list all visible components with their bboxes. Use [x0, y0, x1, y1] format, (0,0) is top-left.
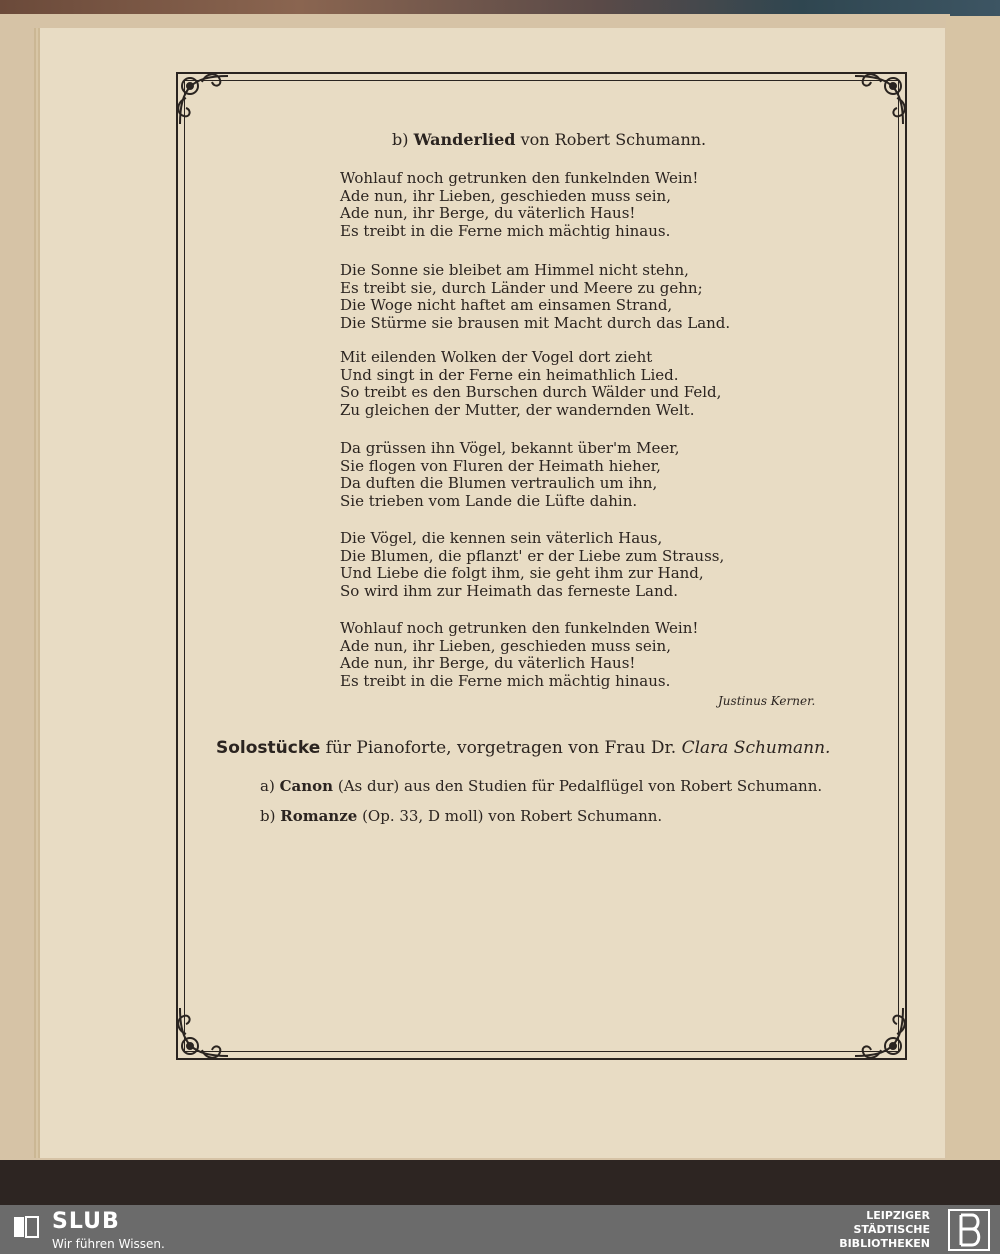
leipzig-library-name	[839, 1209, 930, 1251]
slub-name: SLUB	[52, 1209, 120, 1234]
title-bold: Wanderlied	[413, 130, 516, 149]
verse-line: Sie flogen von Fluren der Heimath hieher,	[340, 456, 661, 475]
verse-line: Ade nun, ihr Berge, du väterlich Haus!	[340, 204, 636, 223]
library-footer	[0, 1205, 1000, 1254]
corner-ornament-icon	[847, 68, 911, 132]
solo-performer: Clara Schumann.	[681, 738, 831, 758]
scan-background	[0, 1160, 1000, 1206]
slub-tagline: Wir führen Wissen.	[52, 1237, 165, 1251]
song-title	[392, 130, 706, 149]
verse-line: Ade nun, ihr Lieben, geschieden muss sein,	[340, 186, 671, 205]
corner-ornament-icon	[172, 1000, 236, 1064]
program-item-b	[260, 807, 662, 825]
verse-line: Ade nun, ihr Berge, du väterlich Haus!	[340, 654, 636, 673]
verse-line: Da duften die Blumen vertraulich um ihn,	[340, 474, 658, 493]
verse-line: Die Woge nicht haftet am einsamen Strand,	[340, 296, 673, 315]
verse-line: Die Blumen, die pflanzt' er der Liebe zum Strauss,	[340, 546, 725, 565]
verse-line: So wird ihm zur Heimath das ferneste Land.	[340, 581, 679, 600]
verse-line: Wohlauf noch getrunken den funkelnden Wein!	[340, 169, 699, 187]
facing-page-edge	[946, 16, 1000, 1166]
verse-line: Und singt in der Ferne ein heimathlich Lied.	[340, 365, 679, 384]
verse-line: Zu gleichen der Mutter, der wandernden Welt.	[340, 400, 695, 419]
solo-pieces-heading	[216, 738, 830, 758]
stanza-3	[340, 349, 721, 419]
verse-line: Da grüssen ihn Vögel, bekannt über'm Meer,	[340, 439, 680, 457]
corner-ornament-icon	[172, 68, 236, 132]
item-a-prefix: a)	[260, 777, 275, 795]
library-name-line: STÄDTISCHE	[853, 1223, 930, 1236]
verse-line: Sie trieben vom Lande die Lüfte dahin.	[340, 491, 638, 510]
item-a-description: (As dur) aus den Studien für Pedalflügel von Robert Schumann.	[337, 777, 823, 795]
solo-heading-bold: Solostücke	[216, 738, 321, 758]
verse-line: Es treibt sie, durch Länder und Meere zu gehn;	[340, 278, 703, 297]
verse-line: Mit eilenden Wolken der Vogel dort zieht	[340, 348, 653, 366]
leipzig-library-logo-icon	[948, 1209, 990, 1251]
library-name-line: BIBLIOTHEKEN	[839, 1237, 930, 1250]
library-name-line: LEIPZIGER	[866, 1209, 930, 1222]
item-b-prefix: b)	[260, 807, 276, 825]
program-item-a	[260, 777, 822, 795]
item-b-description: (Op. 33, D moll) von Robert Schumann.	[362, 807, 663, 825]
solo-heading-rest: für Pianoforte, vorgetragen von Frau Dr.	[325, 738, 677, 758]
verse-line: Und Liebe die folgt ihm, sie geht ihm zur Hand,	[340, 564, 704, 583]
verse-line: Es treibt in die Ferne mich mächtig hinaus.	[340, 671, 671, 690]
title-rest: von Robert Schumann.	[520, 130, 707, 149]
verse-line: Die Vögel, die kennen sein väterlich Haus,	[340, 529, 663, 547]
corner-ornament-icon	[847, 1000, 911, 1064]
item-a-title: Canon	[279, 777, 334, 795]
verse-line: Die Sonne sie bleibet am Himmel nicht stehn,	[340, 261, 689, 279]
poem-author: Justinus Kerner.	[718, 694, 816, 708]
stanza-1	[340, 170, 698, 240]
item-b-title: Romanze	[280, 807, 358, 825]
stanza-5	[340, 530, 724, 600]
stanza-6	[340, 620, 698, 690]
verse-line: So treibt es den Burschen durch Wälder und Feld,	[340, 383, 722, 402]
title-prefix: b)	[392, 130, 409, 149]
stanza-2	[340, 262, 730, 332]
verse-line: Ade nun, ihr Lieben, geschieden muss sein,	[340, 636, 671, 655]
verse-line: Wohlauf noch getrunken den funkelnden Wein!	[340, 619, 699, 637]
verse-line: Die Stürme sie brausen mit Macht durch das Land.	[340, 313, 731, 332]
verse-line: Es treibt in die Ferne mich mächtig hinaus.	[340, 221, 671, 240]
stanza-4	[340, 440, 680, 510]
slub-logo-icon	[12, 1213, 40, 1241]
